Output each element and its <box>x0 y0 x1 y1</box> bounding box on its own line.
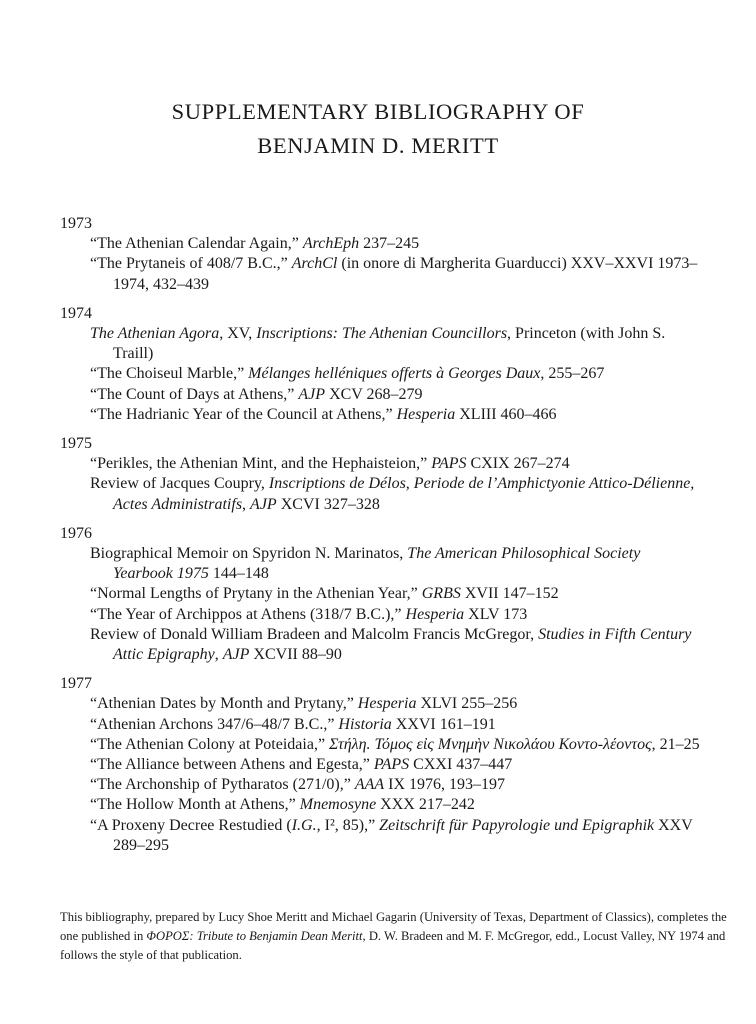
italic-text: Studies in Fifth Century Attic Epigraphy <box>113 625 692 664</box>
italic-text: PAPS <box>431 455 467 473</box>
bibliography-entry <box>60 454 700 474</box>
bibliography-entry <box>60 605 700 625</box>
italic-text: I.G. <box>291 816 317 834</box>
text-run: “The Alliance between Athens and Egesta,” <box>90 756 374 774</box>
italic-text: Mnemosyne <box>299 796 377 814</box>
italic-text: ArchEph <box>302 235 360 253</box>
italic-text: ArchCl <box>291 255 338 273</box>
bibliography-list <box>60 214 700 856</box>
italic-text: Hesperia <box>357 695 417 713</box>
text-run: , <box>242 495 251 513</box>
text-run: XXX 217–242 <box>376 796 475 814</box>
text-run: This bibliography, prepared by Lucy Shoe Meritt and Michael Gagarin (University of Texas, Department of Classics), completes the one published in <box>60 910 727 943</box>
text-run: , <box>214 646 223 664</box>
text-run: , 255–267 <box>540 365 605 383</box>
italic-text: The Athenian Agora <box>90 325 220 343</box>
text-run: , XV, <box>219 325 257 343</box>
italic-text: GRBS <box>421 585 461 603</box>
text-run: CXXI 437–447 <box>409 756 513 774</box>
text-run: “The Count of Days at Athens,” <box>90 385 299 403</box>
bibliography-entry <box>60 234 700 254</box>
year-heading: 1973 <box>60 215 92 232</box>
text-run: XVII 147–152 <box>460 585 559 603</box>
page-title-line-2: BENJAMIN D. MERITT <box>257 133 499 158</box>
text-run: Review of Jacques Coupry, <box>90 475 269 493</box>
bibliography-entry <box>60 625 700 665</box>
bibliography-entry <box>60 254 700 294</box>
italic-text: Hesperia <box>396 405 456 423</box>
bibliography-entry <box>60 584 700 604</box>
text-run: “The Hadrianic Year of the Council at Athens,” <box>90 405 397 423</box>
text-run: “The Archonship of Pytharatos (271/0),” <box>90 776 355 794</box>
page-title-line-1: SUPPLEMENTARY BIBLIOGRAPHY OF <box>171 99 585 124</box>
italic-text: The American Philosophical Society Yearbook 1975 <box>113 545 641 583</box>
text-run: 237–245 <box>359 235 420 253</box>
bibliography-entry <box>60 474 700 514</box>
text-run: IX 1976, 193–197 <box>384 776 506 794</box>
text-run: , D. W. Bradeen and M. F. McGregor, edd., Locust Valley, NY 1974 and follows the style of that publication. <box>60 929 726 962</box>
bibliography-entry <box>60 755 700 775</box>
text-run: XCVI 327–328 <box>276 495 380 513</box>
text-run: , Princeton (with John S. Traill) <box>113 325 666 363</box>
text-run: “Athenian Dates by Month and Prytany,” <box>90 695 358 713</box>
text-run: “The Choiseul Marble,” <box>90 365 249 383</box>
text-run: 144–148 <box>208 565 269 583</box>
italic-text: Hesperia <box>405 605 465 623</box>
bibliography-entry <box>60 795 700 815</box>
bibliography-entry <box>60 735 700 755</box>
bibliography-entry <box>60 385 700 405</box>
text-run: “Athenian Archons 347/6–48/7 B.C.,” <box>90 715 339 733</box>
text-run: Biographical Memoir on Spyridon N. Marinatos, <box>90 545 408 563</box>
italic-text: AAA <box>354 776 385 794</box>
text-run: XXVI 161–191 <box>391 715 496 733</box>
italic-text: Historia <box>338 715 392 733</box>
text-run: XLV 173 <box>464 605 528 623</box>
bibliography-entry <box>60 715 700 735</box>
italic-text: AJP <box>222 646 250 664</box>
text-run: CXIX 267–274 <box>466 455 570 473</box>
text-run: “Normal Lengths of Prytany in the Athenian Year,” <box>90 585 422 603</box>
italic-text: PAPS <box>373 756 410 774</box>
italic-text: Inscriptions de Délos, Periode de l’Amphictyonie Attico-Délienne, Actes Administratifs <box>113 475 695 513</box>
text-run: “The Year of Archippos at Athens (318/7 B.C.),” <box>90 605 406 623</box>
italic-text: AJP <box>250 495 277 513</box>
text-run: “The Prytaneis of 408/7 B.C.,” <box>90 255 292 273</box>
italic-text: Στήλη. Τόμος εἰς Μνημὴν Νικολάου Κοντο-λέοντος <box>329 735 652 753</box>
year-heading: 1976 <box>60 524 92 542</box>
italic-text: Zeitschrift für Papyrologie und Epigraphik <box>379 816 655 834</box>
bibliography-entry <box>60 544 700 584</box>
bibliography-entry <box>60 694 700 714</box>
bibliography-entry <box>60 405 700 425</box>
year-heading: 1975 <box>60 435 92 453</box>
text-run: XCV 268–279 <box>325 385 423 403</box>
text-run: XCVII 88–90 <box>249 646 342 664</box>
bibliography-entry <box>60 364 700 384</box>
italic-text: Inscriptions: The Athenian Councillors <box>256 325 508 343</box>
text-run: , 21–25 <box>651 735 700 753</box>
footnote <box>60 908 734 965</box>
year-heading: 1974 <box>60 304 92 322</box>
text-run: “The Athenian Colony at Poteidaia,” <box>90 735 330 753</box>
text-run: XLIII 460–466 <box>455 405 557 423</box>
italic-text: AJP <box>298 385 326 403</box>
text-run: “The Hollow Month at Athens,” <box>90 796 300 814</box>
italic-text: ΦΟΡΟΣ: Tribute to Benjamin Dean Meritt <box>146 929 363 943</box>
text-run: “A Proxeny Decree Restudied ( <box>90 816 292 834</box>
text-run: Review of Donald William Bradeen and Malcolm Francis McGregor, <box>90 625 539 643</box>
text-run: “Perikles, the Athenian Mint, and the Hephaisteion,” <box>90 455 432 473</box>
text-run: , I², 85),” <box>316 816 380 834</box>
text-run: XLVI 255–256 <box>416 695 518 713</box>
year-heading: 1977 <box>60 675 92 693</box>
text-run: (in onore di Margherita Guarducci) XXV–XXVI 1973–1974, 432–439 <box>113 255 698 293</box>
bibliography-entry <box>60 775 700 795</box>
text-run: XXV 289–295 <box>113 816 693 854</box>
text-run: “The Athenian Calendar Again,” <box>90 235 303 253</box>
bibliography-entry <box>60 324 700 364</box>
italic-text: Mélanges helléniques offerts à Georges Daux <box>248 365 541 383</box>
bibliography-entry <box>60 816 700 856</box>
